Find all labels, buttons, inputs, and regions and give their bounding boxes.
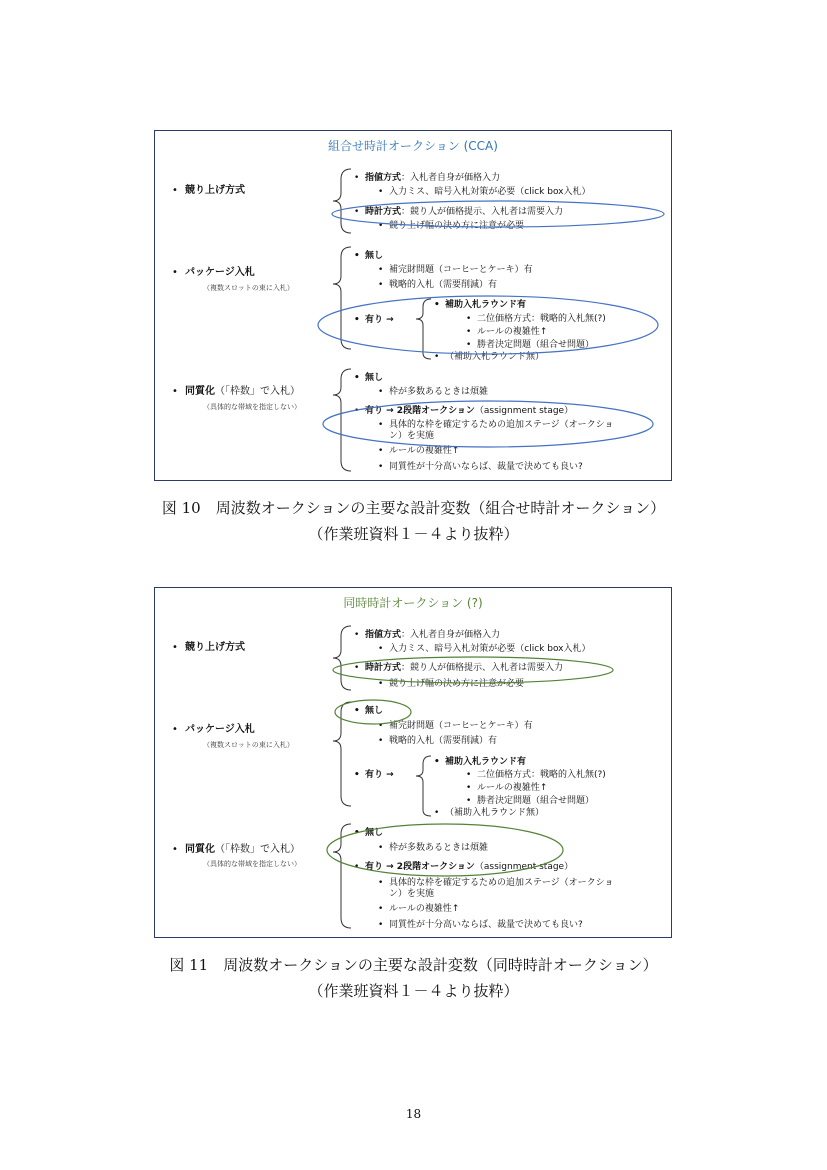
item-rest: （assignment stage）	[474, 862, 574, 872]
brace-1	[333, 626, 351, 690]
item-bold: 時計方式	[365, 663, 402, 673]
item-complement-goods: • 補完財問題（コーヒーとケーキ）有	[389, 721, 533, 732]
item-second-price: • 二位価格方式：戦略的入札無(?)	[477, 770, 606, 781]
item-bold: 指値方式	[365, 173, 402, 183]
item-homog-none: • 無し	[365, 373, 383, 384]
item-rest: ：競り人が価格提示、入札者は需要入力	[401, 207, 564, 217]
ellipse-homogenization	[327, 824, 563, 876]
slide-title: 組合せ時計オークション (CCA)	[328, 139, 498, 153]
item-increment: • 競り上げ幅の決め方に注意が必要	[389, 679, 524, 690]
ellipse-clock-method	[332, 201, 664, 227]
item-rule-complexity: • ルールの複雑性↑	[477, 327, 547, 338]
item-additional-stage-cont: ン）を実施	[389, 431, 435, 441]
item-additional-stage-cont: ン）を実施	[389, 889, 435, 899]
row-label-homogenization-text: 同質化	[185, 844, 215, 855]
item-winner-determination: • 勝者決定問題（組合せ問題）	[477, 796, 594, 807]
braces-and-ellipses	[155, 588, 672, 938]
brace-2	[333, 247, 351, 349]
row-label-ascending-method: • 競り上げ方式	[185, 185, 245, 197]
brace-3	[416, 756, 431, 816]
item-many-blocks: • 枠が多数あるときは煩雑	[389, 387, 488, 398]
item-package-none: • 無し	[365, 251, 383, 262]
row-label-homogenization-suffix: （「枠数」で入札）	[215, 844, 300, 855]
row-label-ascending-method: • 競り上げ方式	[185, 642, 245, 654]
slide-title: 同時時計オークション (?)	[343, 596, 483, 610]
item-input-mistake: • 入力ミス、暗号入札対策が必要（click box入札）	[389, 187, 591, 198]
item-rest: ：競り人が価格提示、入札者は需要入力	[401, 663, 564, 673]
item-rule-complexity-2: • ルールの複雑性↑	[389, 446, 459, 457]
item-discretion: • 同質性が十分高いならば、裁量で決めても良い?	[389, 462, 583, 473]
item-additional-stage: • 具体的な枠を確定するための追加ステージ（オークショ	[389, 878, 613, 889]
item-many-blocks: • 枠が多数あるときは煩雑	[389, 843, 488, 854]
page-number: 18	[405, 1107, 422, 1121]
row-note-homogenization: （具体的な帯域を指定しない）	[203, 403, 301, 411]
item-supplementary-round: • 補助入札ラウンド有	[445, 300, 526, 311]
item-package-yes: • 有り →	[365, 770, 394, 781]
item-discretion: • 同質性が十分高いならば、裁量で決めても良い?	[389, 920, 583, 931]
item-rest: ：入札者自身が価格入力	[401, 630, 501, 640]
item-additional-stage: • 具体的な枠を確定するための追加ステージ（オークショ	[389, 420, 613, 431]
brace-1	[333, 169, 351, 233]
item-rest: ：入札者自身が価格入力	[401, 173, 501, 183]
figure-11-caption-source: （作業班資料１－４より抜粋）	[308, 982, 519, 1000]
ellipse-clock-method	[333, 657, 613, 683]
row-label-homogenization-suffix: （「枠数」で入札）	[215, 386, 300, 397]
row-note-package-bidding: （複数スロットの束に入札）	[203, 284, 294, 292]
item-bold: 指値方式	[365, 630, 402, 640]
figure-10-caption: 図 10 周波数オークションの主要な設計変数（組合せ時計オークション）	[161, 499, 666, 517]
brace-4	[333, 369, 351, 471]
item-homog-none: • 無し	[365, 828, 383, 839]
figure-10-caption-source: （作業班資料１－４より抜粋）	[308, 525, 519, 543]
item-rest: （assignment stage）	[474, 406, 574, 416]
item-bold: 有り → 2段階オークション	[365, 406, 475, 416]
item-strategic-bidding: • 戦略的入札（需要削減）有	[389, 280, 497, 291]
item-second-price: • 二位価格方式：戦略的入札無(?)	[477, 314, 606, 325]
item-bold: 有り → 2段階オークション	[365, 862, 475, 872]
item-supplementary-round: • 補助入札ラウンド有	[445, 757, 526, 768]
brace-2	[333, 702, 351, 806]
ellipse-package-none	[335, 700, 411, 724]
item-bold: 時計方式	[365, 207, 402, 217]
braces-and-ellipses	[155, 131, 672, 481]
item-no-supplementary-round: • （補助入札ラウンド無）	[445, 352, 544, 363]
figure-11-caption: 図 11 周波数オークションの主要な設計変数（同時時計オークション）	[169, 956, 658, 974]
item-rule-complexity-2: • ルールの複雑性↑	[389, 904, 459, 915]
item-package-none: • 無し	[365, 706, 383, 717]
item-complement-goods: • 補完財問題（コーヒーとケーキ）有	[389, 265, 533, 276]
ellipse-package-yes	[318, 296, 658, 354]
brace-3	[416, 299, 431, 359]
row-label-homogenization-text: 同質化	[185, 386, 215, 397]
figure-10-slide	[154, 130, 672, 481]
row-label-package-bidding: • パッケージ入札	[185, 724, 255, 736]
item-input-mistake: • 入力ミス、暗号入札対策が必要（click box入札）	[389, 644, 591, 655]
figure-11-slide	[154, 587, 672, 938]
ellipse-two-stage	[323, 401, 653, 447]
item-strategic-bidding: • 戦略的入札（需要削減）有	[389, 736, 497, 747]
item-increment: • 競り上げ幅の決め方に注意が必要	[389, 221, 524, 232]
row-note-homogenization: （具体的な帯域を指定しない）	[203, 860, 301, 868]
item-winner-determination: • 勝者決定問題（組合せ問題）	[477, 340, 594, 351]
item-rule-complexity: • ルールの複雑性↑	[477, 783, 547, 794]
item-package-yes: • 有り →	[365, 315, 394, 326]
item-no-supplementary-round: • （補助入札ラウンド無）	[445, 808, 544, 819]
row-note-package-bidding: （複数スロットの束に入札）	[203, 741, 294, 749]
row-label-package-bidding: • パッケージ入札	[185, 267, 255, 279]
